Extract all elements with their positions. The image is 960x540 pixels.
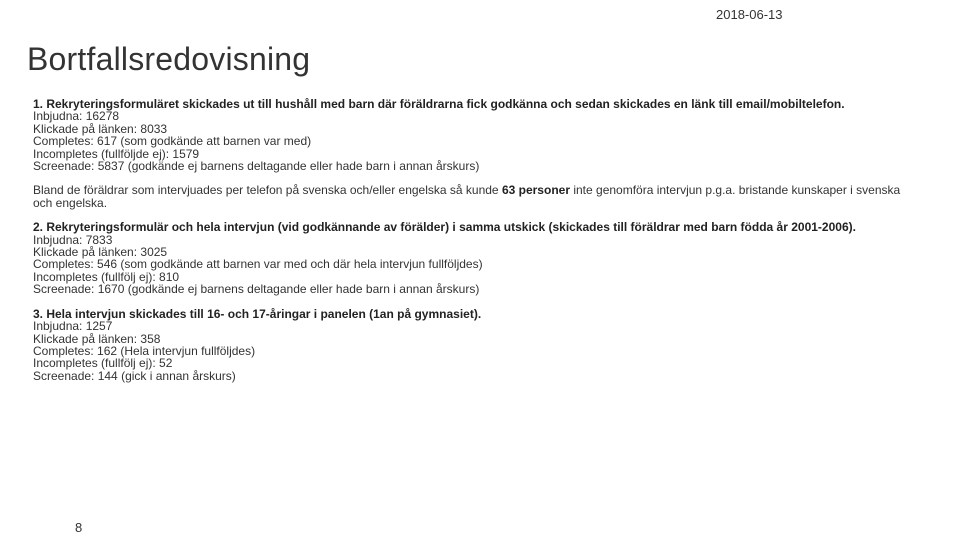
section-heading: 1. Rekryteringsformuläret skickades ut till hushåll med barn där föräldrarna fick godkänna och sedan skickades en länk till email/mobiltelefon. (33, 97, 845, 111)
stat-completes: Completes: 546 (som godkände att barnen var med och där hela intervjun fullföljdes) (33, 257, 483, 272)
stat-completes: Completes: 617 (som godkände att barnen var med) (33, 134, 312, 149)
page-title: Bortfallsredovisning (27, 41, 311, 77)
stat-screened: Screenade: 5837 (godkände ej barnens deltagande eller hade barn i annan årskurs) (33, 159, 480, 174)
section-heading: 2. Rekryteringsformulär och hela intervjun (vid godkännande av förälder) i samma utskick (skickades till föräldrar med barn födda år 2001-2006). (33, 220, 856, 235)
section-heading: 3. Hela intervjun skickades till 16- och 17-åringar i panelen (1an på gymnasiet). (33, 306, 482, 321)
stat-clicked: Klickade på länken: 3025 (33, 245, 168, 260)
stat-invited: Inbjudna: 7833 (33, 232, 113, 247)
section-3 (33, 308, 913, 382)
stat-screened: Screenade: 144 (gick i annan årskurs) (33, 368, 236, 383)
stat-completes: Completes: 162 (Hela intervjun fullföljdes) (33, 343, 256, 358)
stat-incompletes: Incompletes (fullfölj ej): 52 (33, 356, 173, 371)
section-2 (33, 221, 913, 295)
note-highlight: 63 personer (501, 183, 570, 198)
stat-screened: Screenade: 1670 (godkände ej barnens deltagande eller hade barn i annan årskurs) (33, 282, 480, 297)
stat-incompletes: Incompletes (fullfölj ej): 810 (33, 269, 180, 284)
slide-date: 2018-06-13 (716, 7, 783, 22)
stat-invited: Inbjudna: 1257 (33, 319, 113, 334)
note-text-before: Bland de föräldrar som intervjuades per telefon på svenska och/eller engelska så kunde (33, 183, 502, 198)
slide-body (33, 98, 913, 394)
stat-invited: Inbjudna: 16278 (33, 109, 120, 124)
note-text-after: inte genomföra intervjun p.g.a. bristande kunskaper i svenska och engelska. (33, 183, 901, 210)
page-number: 8 (75, 520, 83, 535)
stat-clicked: Klickade på länken: 358 (33, 331, 161, 346)
phone-interview-note (33, 184, 913, 209)
section-1 (33, 98, 913, 172)
stat-incompletes: Incompletes (fullföljde ej): 1579 (33, 146, 200, 161)
stat-clicked: Klickade på länken: 8033 (33, 121, 168, 136)
